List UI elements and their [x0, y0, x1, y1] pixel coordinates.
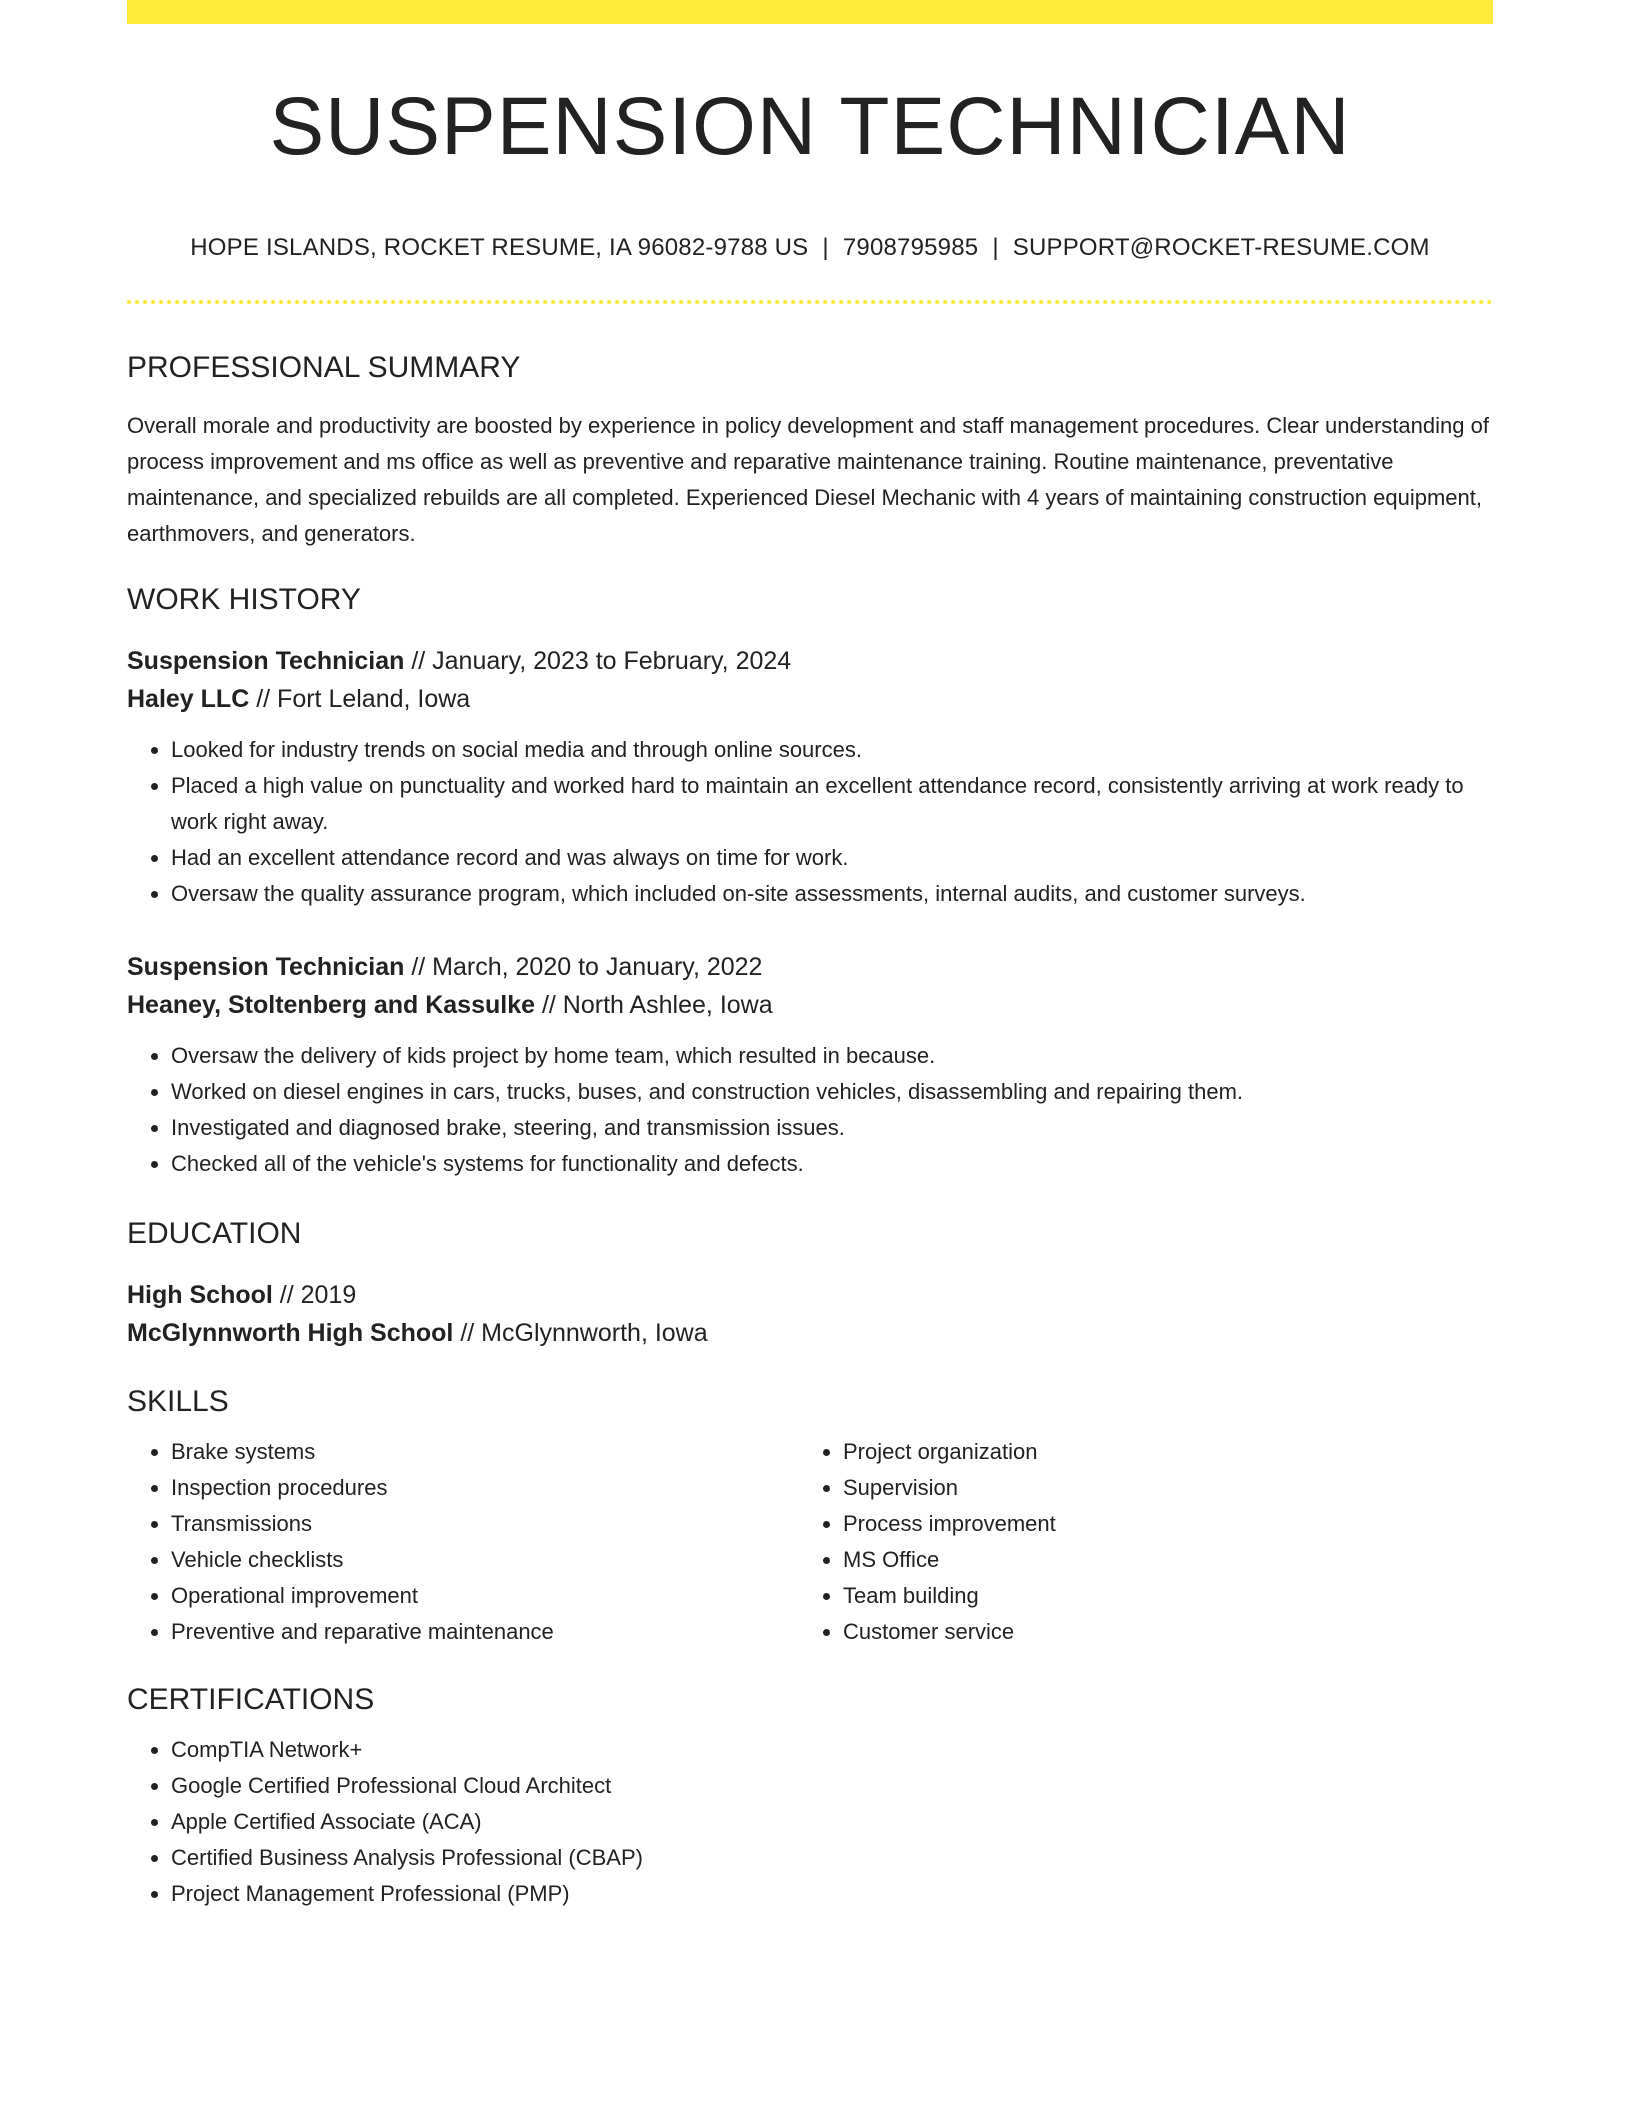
job-company-line	[127, 986, 1493, 1024]
contact-email: SUPPORT@ROCKET-RESUME.COM	[1012, 234, 1430, 262]
education-location: // McGlynnworth, Iowa	[453, 1319, 708, 1348]
top-accent-bar	[127, 0, 1493, 24]
list-item: • Investigated and diagnosed brake, steering, and transmission issues.	[171, 1110, 1493, 1146]
skills-column-left	[127, 1434, 799, 1650]
contact-line	[127, 234, 1493, 262]
list-item: • Supervision	[843, 1470, 1471, 1506]
list-item: • Project Management Professional (PMP)	[171, 1876, 1493, 1912]
section-title-skills: SKILLS	[127, 1385, 229, 1419]
education-school-line	[127, 1314, 1493, 1352]
list-item: • MS Office	[843, 1542, 1471, 1578]
list-item: • Worked on diesel engines in cars, trucks, buses, and construction vehicles, disassembling and repairing them.	[171, 1074, 1493, 1110]
education-degree-line	[127, 1276, 1493, 1314]
contact-phone: 7908795985	[842, 234, 979, 262]
skills-grid	[127, 1434, 1493, 1650]
job-company: Heaney, Stoltenberg and Kassulke	[127, 991, 535, 1020]
job-role: Suspension Technician	[127, 647, 405, 676]
list-item: • Team building	[843, 1578, 1471, 1614]
list-item: • Customer service	[843, 1614, 1471, 1650]
list-item: • Placed a high value on punctuality and worked hard to maintain an excellent attendance record, consistently arriving at work ready to work right away.	[171, 768, 1493, 840]
list-item: • Process improvement	[843, 1506, 1471, 1542]
certifications-list	[127, 1732, 1493, 1912]
section-title-summary: PROFESSIONAL SUMMARY	[127, 351, 521, 385]
list-item: • Brake systems	[171, 1434, 799, 1470]
summary-text: Overall morale and productivity are boosted by experience in policy development and staff management procedures. Clear understanding of process improvement and ms office as well as preventive and reparative maintenance training. Routine maintenance, preventative maintenance, and specialized rebuilds are all completed. Experienced Diesel Mechanic with 4 years of maintaining construction equipment, earthmovers, and generators.	[127, 413, 1489, 547]
candidate-name: SUSPENSION TECHNICIAN	[269, 81, 1351, 172]
section-title-certifications: CERTIFICATIONS	[127, 1683, 375, 1717]
list-item: • Checked all of the vehicle's systems for functionality and defects.	[171, 1146, 1493, 1182]
list-item: • Oversaw the delivery of kids project by home team, which resulted in because.	[171, 1038, 1493, 1074]
list-item: • Looked for industry trends on social media and through online sources.	[171, 732, 1493, 768]
job-company-line	[127, 680, 1493, 718]
job-bullets	[127, 732, 1493, 912]
education-entry	[127, 1276, 1493, 1352]
list-item: • Certified Business Analysis Professional (CBAP)	[171, 1840, 1493, 1876]
list-item: • Inspection procedures	[171, 1470, 799, 1506]
section-title-work-history: WORK HISTORY	[127, 583, 361, 617]
list-item: • Apple Certified Associate (ACA)	[171, 1804, 1493, 1840]
list-item: • Google Certified Professional Cloud Architect	[171, 1768, 1493, 1804]
list-item: • CompTIA Network+	[171, 1732, 1493, 1768]
list-item: • Operational improvement	[171, 1578, 799, 1614]
job-location: // Fort Leland, Iowa	[249, 685, 471, 714]
list-item: • Preventive and reparative maintenance	[171, 1614, 799, 1650]
job-company: Haley LLC	[127, 685, 250, 714]
list-item: • Oversaw the quality assurance program, which included on-site assessments, internal audits, and customer surveys.	[171, 876, 1493, 912]
job-role: Suspension Technician	[127, 953, 405, 982]
list-item: • Project organization	[843, 1434, 1471, 1470]
contact-separator: |	[992, 234, 999, 262]
education-year: // 2019	[272, 1281, 357, 1310]
skills-column-right	[799, 1434, 1471, 1650]
list-item: • Had an excellent attendance record and was always on time for work.	[171, 840, 1493, 876]
job-bullets	[127, 1038, 1493, 1182]
list-item: • Vehicle checklists	[171, 1542, 799, 1578]
contact-separator: |	[822, 234, 829, 262]
job-location: // North Ashlee, Iowa	[535, 991, 773, 1020]
education-school: McGlynnworth High School	[127, 1319, 454, 1348]
job-entry	[127, 642, 1493, 912]
job-dates: // March, 2020 to January, 2022	[404, 953, 763, 982]
list-item: • Transmissions	[171, 1506, 799, 1542]
job-dates: // January, 2023 to February, 2024	[404, 647, 792, 676]
contact-address: HOPE ISLANDS, ROCKET RESUME, IA 96082-9788 US	[190, 234, 809, 262]
section-title-education: EDUCATION	[127, 1217, 302, 1251]
dotted-divider	[127, 300, 1493, 304]
job-role-line	[127, 948, 1493, 986]
resume-page	[127, 0, 1493, 1912]
education-degree: High School	[127, 1281, 273, 1310]
job-role-line	[127, 642, 1493, 680]
job-entry	[127, 948, 1493, 1182]
